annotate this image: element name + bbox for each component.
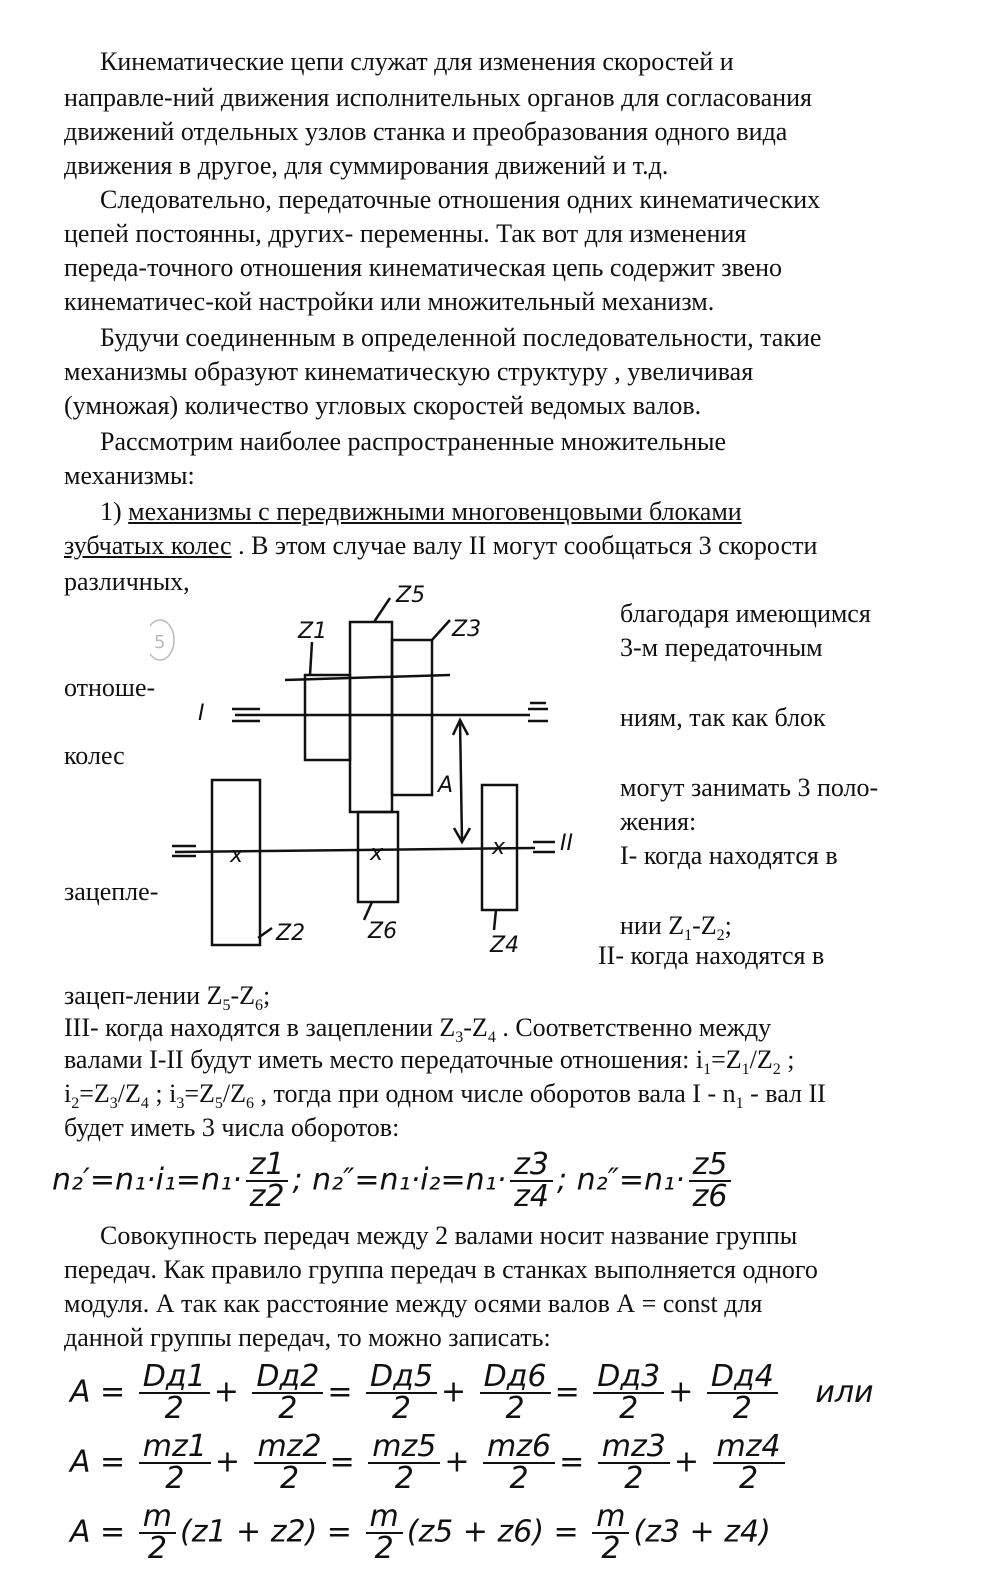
numerator: mz2 [254,1432,326,1464]
text-line: зацепле- [64,877,159,906]
handwritten-formula [52,1147,735,1214]
fraction [139,1429,211,1496]
operator: + [440,1374,467,1410]
text-span: нии Z [620,911,685,940]
formula-part: A = [70,1374,126,1410]
label-z2: Z2 [276,921,306,946]
text-span: валами I-II будут иметь место передаточные отношения: i [64,1045,704,1074]
subscript: 4 [487,1029,496,1047]
numerator: m [139,1502,176,1534]
denominator: 2 [279,1461,300,1496]
text-line: Будучи соединенным в определенной последовательности, такие [100,323,822,352]
gear-mechanism-diagram [150,580,590,980]
text-line: переда-точного отношения кинематическая цепь содержит звено [64,253,783,282]
text-line: Следовательно, передаточные отношения одних кинематических [100,185,821,214]
numerator: Dд4 [707,1362,778,1394]
denominator: z4 [514,1179,550,1214]
text-span: -Z [463,1013,488,1042]
subscript: 2 [71,1095,80,1113]
label-z6: Z6 [368,919,398,944]
text-span: зацеп-лении Z [64,981,223,1010]
numerator: mz6 [483,1432,555,1464]
text-span: ; [780,1045,795,1074]
fraction [598,1429,670,1496]
denominator: 2 [505,1391,525,1426]
subscript: 6 [246,1095,254,1113]
operator: = [554,1374,580,1410]
underlined-term: зубчатых колес [64,531,232,560]
denominator: 2 [147,1531,167,1566]
numerator: Dд1 [139,1362,210,1394]
handwritten-formula [70,1429,789,1496]
subscript: 2 [772,1061,781,1079]
subscript: 3 [176,1095,185,1113]
text-line: механизмы образуют кинематическую структуру , увеличивая [64,357,754,386]
formula-part: (z5 + z6) = [406,1514,579,1550]
text-line: благодаря имеющимся [620,599,871,628]
numerator: z1 [246,1150,289,1182]
text-span: -Z [692,911,717,940]
operator: + [673,1444,699,1480]
denominator: 2 [164,1391,184,1426]
formula-part: (z3 + z4) [633,1514,771,1550]
text-span: /Z [749,1045,773,1074]
faint-mark: 5 [154,632,166,653]
text-line: Рассмотрим наиболее распространенные множительные [100,427,726,456]
formula-part: ; n₂″=n₁· [557,1162,685,1198]
denominator: 2 [374,1531,394,1566]
denominator: 2 [732,1391,752,1426]
label-z1: Z1 [298,619,328,644]
gear-center-mark: x [370,841,384,866]
operator: + [668,1374,694,1410]
subscript: 2 [716,927,725,945]
text-span: ; [724,911,732,940]
fraction [480,1359,551,1426]
text-span: -Z [230,981,256,1010]
text-line: модуля. А так как расстояние между осями валов А = const для [64,1289,763,1318]
fraction [252,1359,323,1426]
subscript: 1 [684,927,693,945]
numerator: mz4 [713,1432,785,1464]
text-span: III- когда находятся в зацеплении Z [64,1013,456,1042]
operator: + [214,1444,240,1480]
fraction [254,1429,326,1496]
list-number: 1) [100,497,129,526]
text-span: =Z [184,1079,215,1108]
subscript: 1 [741,1061,750,1079]
text-span: . В этом случае валу II могут сообщаться 3 скорости [231,531,818,560]
numerator: Dд6 [480,1362,551,1394]
subscript: 1 [703,1061,712,1079]
numerator: Dд3 [593,1362,664,1394]
text-span: - вал II [743,1079,826,1108]
text-line: движения в другое, для суммирования движений и т.д. [64,151,669,180]
denominator: 2 [394,1461,414,1496]
fraction [483,1429,555,1496]
label-z5: Z5 [396,583,426,608]
text-line: Кинематические цепи служат для изменения скоростей и [100,47,734,76]
text-line: колес [64,741,125,770]
fraction [689,1147,732,1214]
subscript: 3 [109,1095,118,1113]
gear-center-mark: x [492,835,506,860]
fraction [139,1499,176,1566]
text-line: (умножая) количество угловых скоростей ведомых валов. [64,391,702,420]
formula-part: или [815,1374,874,1410]
label-distance-a: A [438,773,454,798]
formula-part: (z1 + z2) = [179,1514,352,1550]
subscript: 6 [255,997,264,1015]
fraction [510,1147,553,1214]
fraction [246,1147,289,1214]
fraction [368,1429,440,1496]
subscript: 5 [214,1095,223,1113]
handwritten-formula [70,1359,874,1426]
formula-part: ; n₂″=n₁·i₂=n₁· [292,1162,507,1198]
text-span: , тогда при одном числе оборотов вала I - n [254,1079,736,1108]
handwritten-formula [70,1499,771,1566]
denominator: 2 [738,1461,759,1496]
denominator: 2 [601,1531,621,1566]
text-span: /Z [222,1079,246,1108]
denominator: 2 [619,1391,639,1426]
fraction [593,1359,664,1426]
text-line: отноше- [64,673,156,702]
label-shaft-2: II [560,831,573,856]
numerator: mz1 [139,1432,211,1464]
denominator: 2 [391,1391,412,1426]
formula-part: A = [70,1444,126,1480]
subscript: 4 [140,1095,149,1113]
formula-part: A = [70,1514,126,1550]
fraction [592,1499,629,1566]
numerator: z5 [689,1150,732,1182]
text-span: i [64,1079,72,1108]
text-line: движений отдельных узлов станка и преобразования одного вида [64,117,788,146]
subscript: 5 [222,997,231,1015]
text-span: . Соответственно между [495,1013,772,1042]
numerator: m [366,1502,403,1534]
text-line: I- когда находятся в [620,841,838,870]
fraction [713,1429,785,1496]
text-line: могут занимать 3 поло- [620,773,879,802]
denominator: 2 [165,1461,185,1496]
text-line: передач. Как правило группа передач в станках выполняется одного [64,1255,818,1284]
text-span: ; [263,981,271,1010]
underlined-term: механизмы с передвижными многовенцовыми блоками [128,497,742,526]
subscript: 1 [735,1095,744,1113]
text-line: механизмы: [64,461,195,490]
fraction [707,1359,778,1426]
text-line: Совокупность передач между 2 валами носит название группы [100,1221,798,1250]
subscript: 3 [455,1029,464,1047]
text-line: цепей постоянны, других- переменны. Так вот для изменения [64,219,747,248]
label-z4: Z4 [490,933,520,958]
numerator: mz5 [368,1432,440,1464]
numerator: mz3 [598,1432,670,1464]
gear-center-mark: x [230,843,244,868]
text-span: /Z [117,1079,141,1108]
text-line: различных, [64,567,190,596]
fraction [139,1359,210,1426]
text-span: =Z [711,1045,742,1074]
diagram-svg [150,580,590,980]
text-line: ниям, так как блок [620,703,826,732]
text-line: направле-ний движения исполнительных органов для согласования [64,83,812,112]
numerator: Dд5 [366,1362,437,1394]
text-line: II- когда находятся в [598,941,825,970]
denominator: z2 [249,1179,285,1214]
label-z3: Z3 [452,617,482,642]
denominator: 2 [624,1461,644,1496]
numerator: m [592,1502,629,1534]
operator: = [559,1444,585,1480]
label-shaft-1: I [198,701,205,726]
numerator: Dд2 [252,1362,323,1394]
text-span: ; i [148,1079,177,1108]
denominator: 2 [509,1461,529,1496]
operator: = [329,1444,355,1480]
text-line [64,530,817,562]
text-span: =Z [79,1079,110,1108]
text-line: кинематичес-кой настройки или множительный механизм. [64,287,715,316]
denominator: z6 [692,1179,728,1214]
fraction [366,1359,437,1426]
operator: + [444,1444,470,1480]
fraction [366,1499,403,1566]
text-line: жения: [620,807,697,836]
text-line: данной группы передач, то можно записать: [64,1323,551,1352]
text-line: 3-м передаточным [620,633,823,662]
denominator: 2 [278,1391,298,1426]
text-line: будет иметь 3 числа оборотов: [64,1113,400,1142]
formula-part: n₂′=n₁·i₁=n₁· [52,1162,242,1198]
operator: = [327,1374,353,1410]
operator: + [213,1374,239,1410]
numerator: z3 [510,1150,553,1182]
text-line [100,496,742,528]
